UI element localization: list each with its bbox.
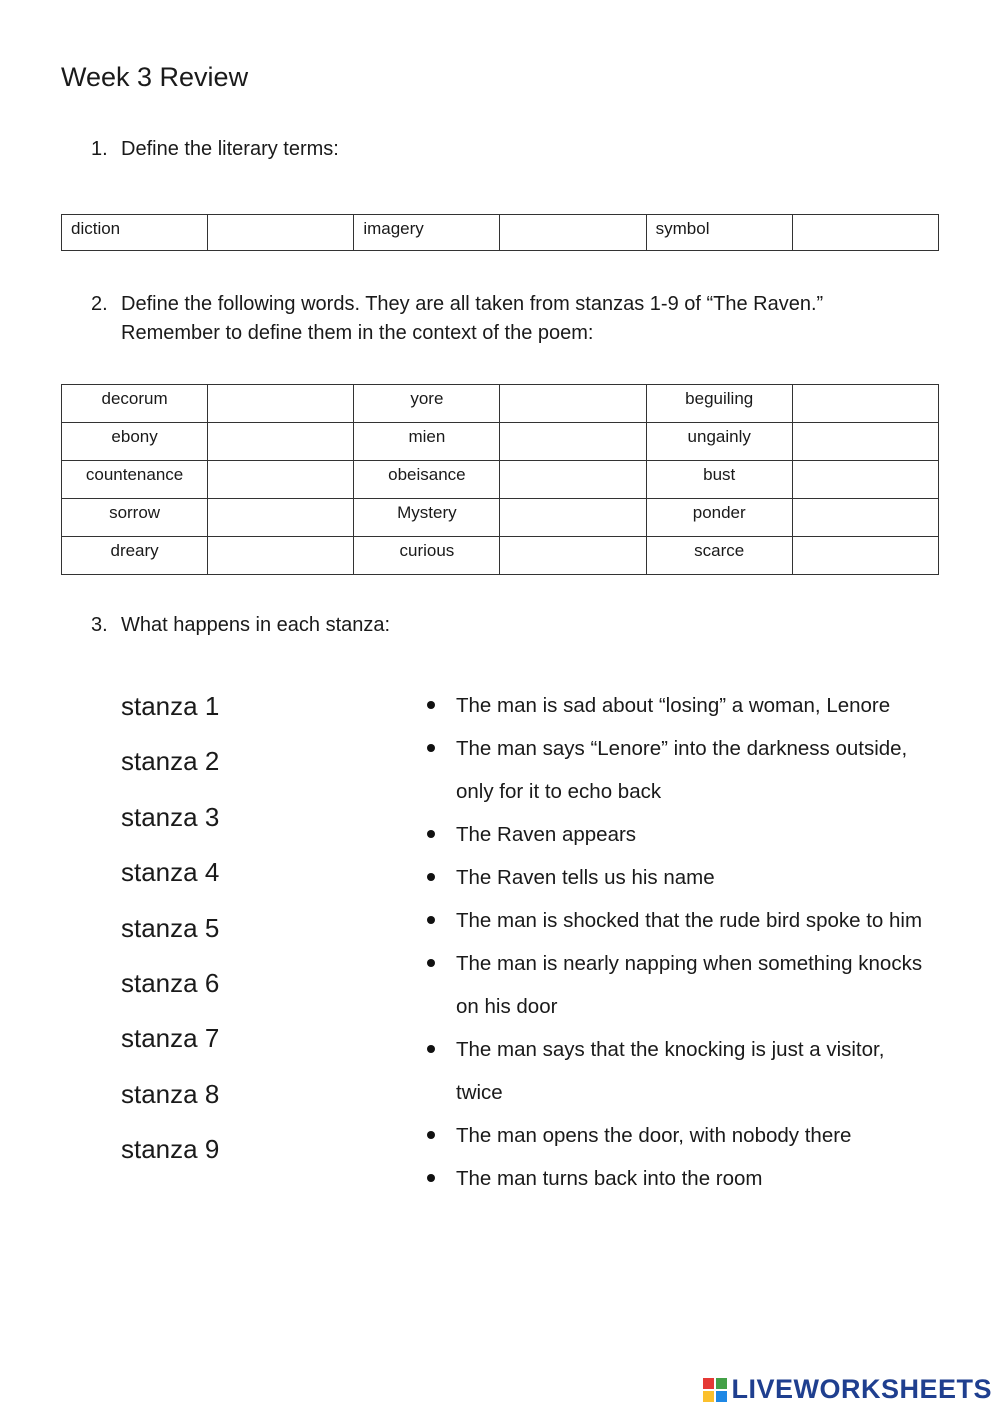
word-cell: decorum: [62, 385, 208, 423]
answer-cell[interactable]: [500, 499, 646, 537]
answer-input[interactable]: [509, 467, 636, 485]
answer-cell[interactable]: [208, 537, 354, 575]
term-cell: imagery: [354, 215, 500, 251]
word-cell: scarce: [646, 537, 792, 575]
answer-cell[interactable]: [792, 385, 938, 423]
logo-mark-icon: [703, 1378, 727, 1402]
question-1: [91, 135, 691, 165]
answer-cell[interactable]: [792, 461, 938, 499]
answer-input[interactable]: [217, 505, 344, 523]
answer-cell[interactable]: [208, 385, 354, 423]
word-cell: obeisance: [354, 461, 500, 499]
word-cell: bust: [646, 461, 792, 499]
word-cell: countenance: [62, 461, 208, 499]
event-item[interactable]: The Raven appears: [425, 813, 925, 856]
word-cell: beguiling: [646, 385, 792, 423]
table-row: [62, 385, 939, 423]
question-number: 2.: [91, 293, 108, 315]
event-item[interactable]: The man says that the knocking is just a visitor, twice: [425, 1028, 925, 1114]
term-cell: symbol: [646, 215, 792, 251]
stanza-label[interactable]: stanza 8: [121, 1078, 220, 1109]
stanza-label[interactable]: stanza 1: [121, 691, 220, 721]
answer-input[interactable]: [217, 467, 344, 485]
liveworksheets-logo: [703, 1374, 992, 1405]
answer-input[interactable]: [802, 429, 929, 447]
word-cell: ungainly: [646, 423, 792, 461]
answer-cell[interactable]: [500, 423, 646, 461]
table-row: [62, 461, 939, 499]
literary-terms-table: [61, 214, 939, 251]
page-title: Week 3 Review: [61, 62, 249, 92]
stanza-label[interactable]: stanza 3: [121, 801, 220, 832]
event-item[interactable]: The man says “Lenore” into the darkness outside, only for it to echo back: [425, 727, 925, 813]
answer-cell[interactable]: [792, 499, 938, 537]
event-item[interactable]: The man is sad about “losing” a woman, Lenore: [425, 684, 925, 727]
logo-square: [716, 1391, 727, 1402]
answer-input[interactable]: [509, 429, 636, 447]
answer-cell[interactable]: [792, 215, 938, 251]
answer-input[interactable]: [217, 391, 344, 409]
answer-input[interactable]: [802, 505, 929, 523]
logo-square: [703, 1391, 714, 1402]
answer-input[interactable]: [217, 429, 344, 447]
table-row: [62, 423, 939, 461]
word-cell: ponder: [646, 499, 792, 537]
answer-input[interactable]: [802, 221, 929, 239]
answer-cell[interactable]: [208, 423, 354, 461]
answer-input[interactable]: [217, 221, 344, 239]
stanza-label[interactable]: stanza 2: [121, 746, 220, 777]
answer-input[interactable]: [217, 543, 344, 561]
stanza-label[interactable]: stanza 9: [121, 1134, 220, 1165]
question-text-line: Define the following words. They are all taken from stanzas 1-9 of “The Raven.”: [121, 293, 824, 315]
question-number: 3.: [91, 614, 108, 636]
answer-input[interactable]: [509, 391, 636, 409]
stanza-label[interactable]: stanza 4: [121, 857, 220, 888]
term-cell: diction: [62, 215, 208, 251]
logo-square: [703, 1378, 714, 1389]
word-cell: Mystery: [354, 499, 500, 537]
question-text: What happens in each stanza:: [121, 614, 391, 636]
answer-cell[interactable]: [792, 537, 938, 575]
event-item[interactable]: The man turns back into the room: [425, 1157, 925, 1200]
answer-input[interactable]: [509, 543, 636, 561]
answer-cell[interactable]: [208, 461, 354, 499]
stanza-label[interactable]: stanza 5: [121, 912, 220, 943]
answer-input[interactable]: [509, 221, 636, 239]
stanza-label[interactable]: stanza 6: [121, 968, 220, 998]
word-cell: sorrow: [62, 499, 208, 537]
logo-square: [716, 1378, 727, 1389]
question-text-line: Remember to define them in the context of the poem:: [121, 322, 594, 344]
question-2: [91, 290, 951, 350]
table-row: [62, 537, 939, 575]
answer-input[interactable]: [802, 467, 929, 485]
answer-cell[interactable]: [500, 215, 646, 251]
answer-cell[interactable]: [208, 499, 354, 537]
word-cell: dreary: [62, 537, 208, 575]
answer-input[interactable]: [802, 391, 929, 409]
question-3: [91, 611, 691, 641]
question-text: Define the literary terms:: [121, 138, 339, 160]
word-cell: curious: [354, 537, 500, 575]
table-row: [62, 499, 939, 537]
word-cell: ebony: [62, 423, 208, 461]
event-item[interactable]: The man is shocked that the rude bird spoke to him: [425, 899, 925, 942]
logo-text: LIVEWORKSHEETS: [731, 1374, 992, 1404]
answer-cell[interactable]: [792, 423, 938, 461]
word-cell: mien: [354, 423, 500, 461]
answer-cell[interactable]: [500, 537, 646, 575]
word-cell: yore: [354, 385, 500, 423]
answer-cell[interactable]: [500, 385, 646, 423]
event-item[interactable]: The man is nearly napping when something knocks on his door: [425, 942, 925, 1028]
answer-cell[interactable]: [208, 215, 354, 251]
answer-cell[interactable]: [500, 461, 646, 499]
event-item[interactable]: The Raven tells us his name: [425, 856, 925, 899]
answer-input[interactable]: [802, 543, 929, 561]
table-row: [62, 215, 939, 251]
vocabulary-table: [61, 384, 939, 575]
event-list: [425, 684, 925, 1200]
question-number: 1.: [91, 138, 108, 160]
stanza-label[interactable]: stanza 7: [121, 1023, 220, 1054]
event-item[interactable]: The man opens the door, with nobody there: [425, 1114, 925, 1157]
answer-input[interactable]: [509, 505, 636, 523]
